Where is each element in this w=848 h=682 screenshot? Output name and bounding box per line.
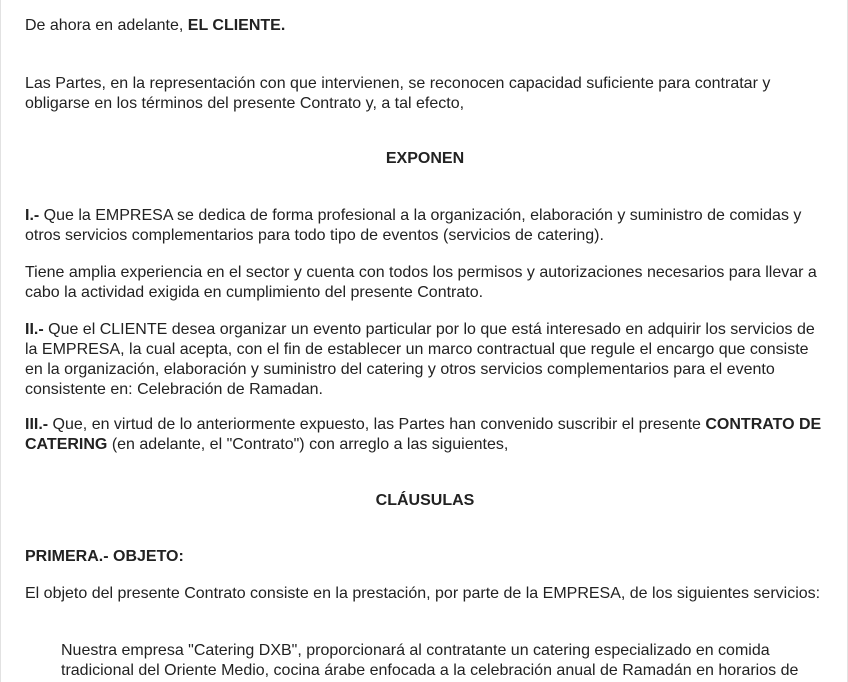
exponen-iii-contract-bold: CONTRATO DE CATERING	[25, 416, 822, 453]
exponen-iii-text-b: (en adelante, el "Contrato") con arreglo a las siguientes,	[107, 436, 509, 453]
exponen-i-text: Que la EMPRESA se dedica de forma profesional a la organización, elaboración y suministro de comidas y otros servicios complementarios para todo tipo de eventos (servicios de catering).	[25, 207, 802, 244]
exponen-iii-label: III.-	[25, 416, 49, 433]
nuestra-empresa-paragraph: Nuestra empresa "Catering DXB", proporcionará al contratante un catering especializado en comida tradicional del Oriente Medio, cocina árabe enfocada a la celebración anual de Ramadán en horarios de	[61, 642, 799, 679]
intro-client-bold: EL CLIENTE.	[187, 17, 286, 34]
intro-text: De ahora en adelante,	[25, 17, 188, 34]
exponen-heading: EXPONEN	[385, 150, 465, 167]
exponen-i-paragraph	[25, 206, 825, 246]
objeto-paragraph: El objeto del presente Contrato consiste en la prestación, por parte de la EMPRESA, de los siguientes servicios:	[25, 585, 821, 602]
partes-paragraph: Las Partes, en la representación con que intervienen, se reconocen capacidad suficiente para contratar y obligarse en los términos del presente Contrato y, a tal efecto,	[25, 75, 771, 112]
exponen-ii-text: Que el CLIENTE desea organizar un evento particular por lo que está interesado en adquirir los servicios de la EMPRESA, la cual acepta, con el fin de establecer un marco contractual que regule el encargo que consiste en la organización, elaboración y suministro del catering y otros servicios complementarios para el evento consistente en: Celebración de Ramadan.	[25, 321, 815, 398]
intro-paragraph	[25, 16, 825, 36]
primera-heading: PRIMERA.- OBJETO:	[25, 548, 184, 565]
exponen-ii-label: II.-	[25, 321, 44, 338]
exponen-iii-paragraph	[25, 415, 825, 455]
exponen-tiene-paragraph: Tiene amplia experiencia en el sector y cuenta con todos los permisos y autorizaciones necesarios para llevar a cabo la actividad exigida en cumplimiento del presente Contrato.	[25, 264, 817, 301]
exponen-i-label: I.-	[25, 207, 40, 224]
clausulas-heading: CLÁUSULAS	[375, 492, 475, 509]
exponen-ii-paragraph	[25, 320, 825, 400]
exponen-iii-text-a: Que, en virtud de lo anteriormente expuesto, las Partes han convenido suscribir el presente	[48, 416, 706, 433]
